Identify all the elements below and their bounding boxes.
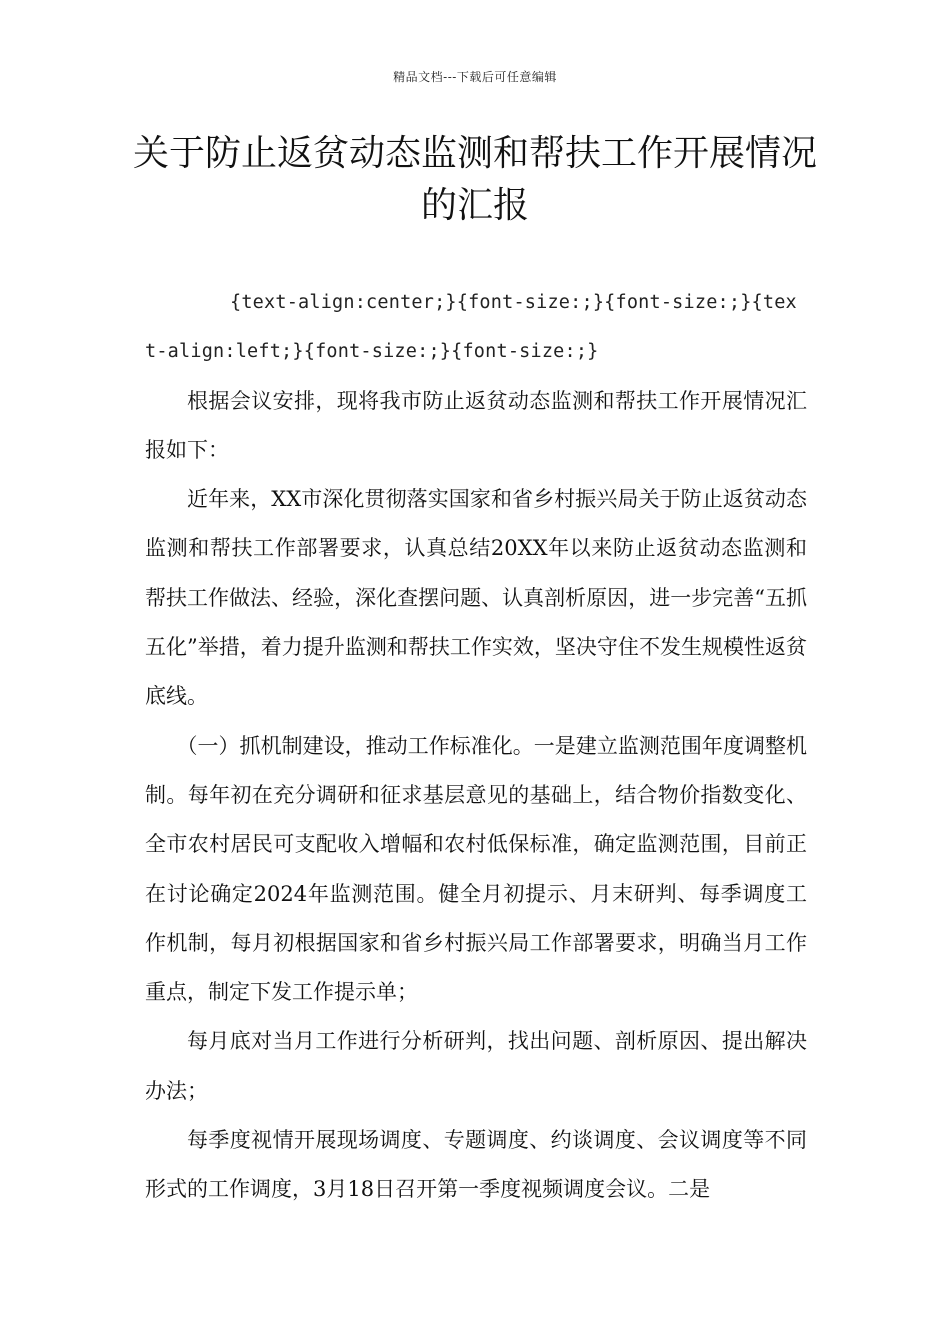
paragraph-monthly-review: 每月底对当月工作进行分析研判，找出问题、剖析原因、提出解决办法；	[145, 1029, 807, 1103]
paragraph-overview: 近年来，XX市深化贯彻落实国家和省乡村振兴局关于防止返贫动态监测和帮扶工作部署要求，认真总结20XX年以来防止返贫动态监测和帮扶工作做法、经验，深化查摆问题、认真剖析原因，进一步完善“五抓五化”举措，着力提升监测和帮扶工作实效，坚决守住不发生规模性返贫底线。	[145, 487, 807, 709]
header-note: 精品文档---下载后可任意编辑	[393, 70, 557, 84]
paragraph-section-one: （一）抓机制建设，推动工作标准化。一是建立监测范围年度调整机制。每年初在充分调研和征求基层意见的基础上，结合物价指数变化、全市农村居民可支配收入增幅和农村低保标准，确定监测范围，目前正在讨论确定2024年监测范围。健全月初提示、月末研判、每季调度工作机制，每月初根据国家和省乡村振兴局工作部署要求，明确当月工作重点，制定下发工作提示单；	[145, 733, 807, 1005]
paragraph-intro: 根据会议安排，现将我市防止返贫动态监测和帮扶工作开展情况汇报如下：	[145, 388, 807, 462]
document-title: 关于防止返贫动态监测和帮扶工作开展情况的汇报	[132, 133, 817, 226]
paragraph-quarterly-dispatch: 每季度视情开展现场调度、专题调度、约谈调度、会议调度等不同形式的工作调度，3月18日召开第一季度视频调度会议。二是	[145, 1128, 807, 1202]
document-body	[145, 278, 807, 1215]
style-artifact-text: {text-align:center;}{font-size:;}{font-size:;}{text-align:left;}{font-size:;}{font-size:;}	[145, 292, 797, 363]
